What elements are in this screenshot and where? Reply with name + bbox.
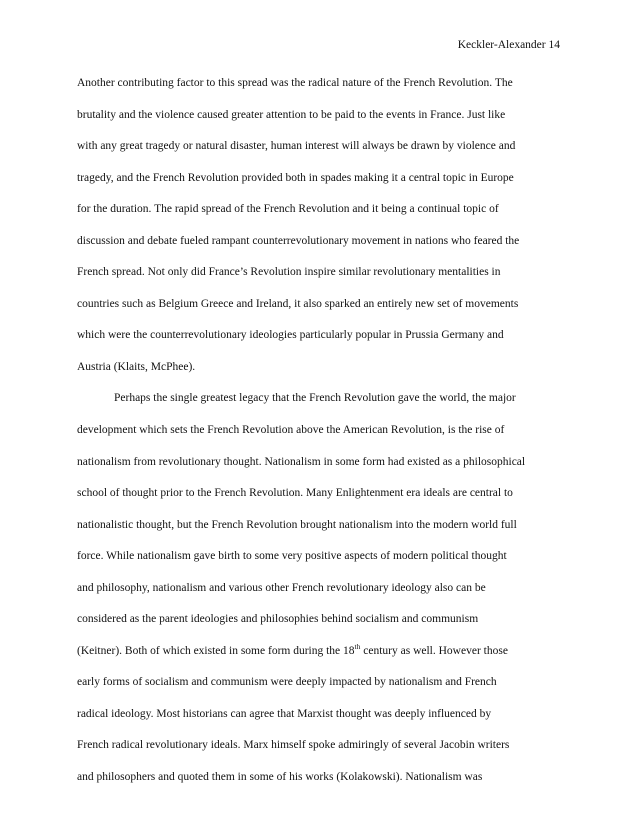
text-line: brutality and the violence caused greater attention to be paid to the events in France. Just like xyxy=(77,108,506,121)
paragraph-1 xyxy=(77,68,567,383)
text-line: development which sets the French Revolution above the American Revolution, is the rise of xyxy=(77,424,505,437)
text-segment: (Keitner). Both of which existed in some form during the 18 xyxy=(77,644,355,657)
text-line: with any great tragedy or natural disaster, human interest will always be drawn by violence and xyxy=(77,140,516,153)
text-line: nationalistic thought, but the French Revolution brought nationalism into the modern world full xyxy=(77,518,517,531)
text-line: tragedy, and the French Revolution provided both in spades making it a central topic in Europe xyxy=(77,171,514,184)
body-text xyxy=(77,68,567,794)
ordinal-superscript: th xyxy=(354,642,361,652)
text-line: French radical revolutionary ideals. Marx himself spoke admiringly of several Jacobin writers xyxy=(77,739,510,752)
text-line: Austria (Klaits, McPhee). xyxy=(77,360,196,373)
paragraph-2 xyxy=(77,383,567,793)
text-line: nationalism from revolutionary thought. Nationalism in some form had existed as a philosophical xyxy=(77,455,526,468)
text-segment: century as well. However those xyxy=(360,644,508,657)
text-line: school of thought prior to the French Revolution. Many Enlightenment era ideals are central to xyxy=(77,487,513,500)
text-line: discussion and debate fueled rampant counterrevolutionary movement in nations who feared the xyxy=(77,234,520,247)
text-line: force. While nationalism gave birth to some very positive aspects of modern political thought xyxy=(77,550,507,563)
text-line: French spread. Not only did France’s Revolution inspire similar revolutionary mentalities in xyxy=(77,266,501,279)
text-line: and philosophers and quoted them in some of his works (Kolakowski). Nationalism was xyxy=(77,771,483,784)
text-line: Another contributing factor to this spread was the radical nature of the French Revolution. The xyxy=(77,77,513,89)
text-line: countries such as Belgium Greece and Ireland, it also sparked an entirely new set of movements xyxy=(77,297,519,310)
text-line: for the duration. The rapid spread of the French Revolution and it being a continual topic of xyxy=(77,203,499,216)
text-line: considered as the parent ideologies and philosophies behind socialism and communism xyxy=(77,613,479,626)
text-line-with-superscript xyxy=(77,636,567,668)
text-line: Perhaps the single greatest legacy that the French Revolution gave the world, the major xyxy=(114,392,516,405)
text-line: and philosophy, nationalism and various other French revolutionary ideology also can be xyxy=(77,581,486,594)
text-line: early forms of socialism and communism were deeply impacted by nationalism and French xyxy=(77,676,497,689)
text-line: radical ideology. Most historians can agree that Marxist thought was deeply influenced by xyxy=(77,707,492,720)
running-header: Keckler-Alexander 14 xyxy=(457,39,560,51)
text-line: which were the counterrevolutionary ideologies particularly popular in Prussia Germany and xyxy=(77,329,504,342)
